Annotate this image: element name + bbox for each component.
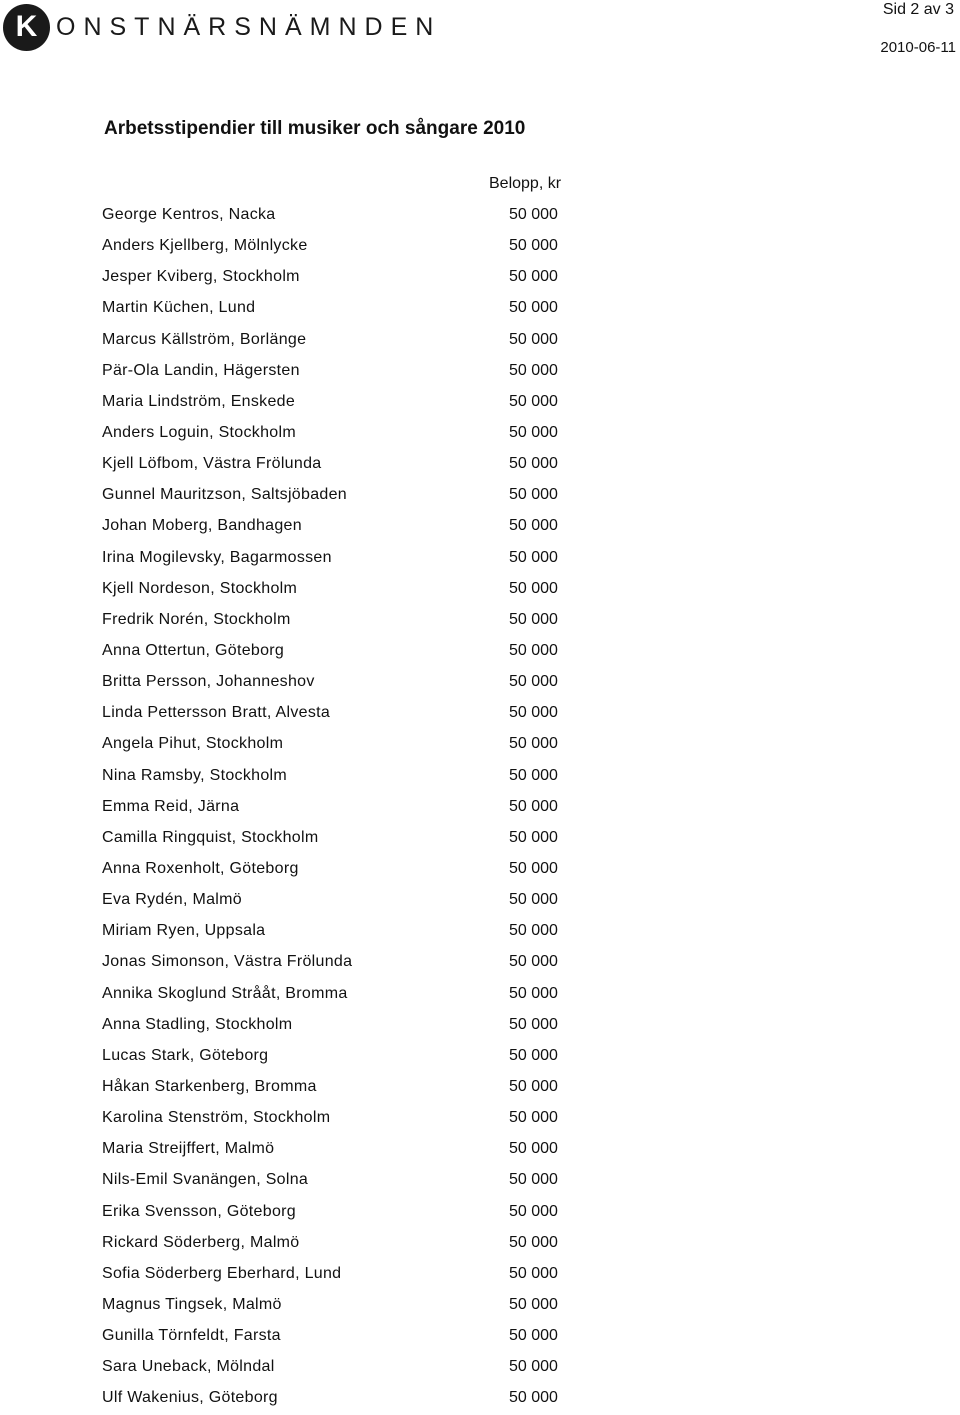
recipient-name: Ulf Wakenius, Göteborg [102, 1389, 278, 1407]
recipient-name: Maria Lindström, Enskede [102, 392, 296, 410]
table-row [0, 1104, 960, 1135]
recipient-name: Nina Ramsby, Stockholm [102, 766, 288, 784]
table-row [0, 1198, 960, 1229]
table-row [0, 1135, 960, 1166]
table-row [0, 388, 960, 419]
recipient-amount: 50 000 [509, 1015, 558, 1033]
recipient-name: Rickard Söderberg, Malmö [102, 1233, 300, 1251]
recipient-name: Johan Moberg, Bandhagen [102, 517, 302, 535]
table-row [0, 1229, 960, 1260]
recipient-name: Anders Kjellberg, Mölnlycke [102, 237, 308, 255]
recipient-name: Emma Reid, Järna [102, 797, 240, 815]
recipient-name: Angela Pihut, Stockholm [102, 735, 284, 753]
table-row [0, 980, 960, 1011]
table-row [0, 824, 960, 855]
table-row [0, 948, 960, 979]
recipient-amount: 50 000 [509, 299, 558, 317]
recipient-name: Annika Skoglund Strååt, Bromma [102, 984, 348, 1002]
recipient-amount: 50 000 [509, 1109, 558, 1127]
recipient-amount: 50 000 [509, 268, 558, 286]
recipient-amount: 50 000 [509, 1233, 558, 1251]
recipient-amount: 50 000 [509, 517, 558, 535]
recipient-name: Kjell Löfbom, Västra Frölunda [102, 455, 322, 473]
table-row [0, 793, 960, 824]
recipient-amount: 50 000 [509, 330, 558, 348]
recipient-name: Håkan Starkenberg, Bromma [102, 1077, 317, 1095]
table-row [0, 450, 960, 481]
recipient-amount: 50 000 [509, 1171, 558, 1189]
table-row [0, 357, 960, 388]
recipient-amount: 50 000 [509, 237, 558, 255]
recipient-amount: 50 000 [509, 423, 558, 441]
recipient-amount: 50 000 [509, 1202, 558, 1220]
document-title: Arbetsstipendier till musiker och sångare 2010 [104, 118, 526, 139]
table-row [0, 1384, 960, 1415]
recipient-amount: 50 000 [509, 392, 558, 410]
table-row [0, 730, 960, 761]
recipient-name: Sofia Söderberg Eberhard, Lund [102, 1264, 342, 1282]
stipend-list [0, 201, 960, 1415]
table-row [0, 294, 960, 325]
table-row [0, 637, 960, 668]
recipient-name: Irina Mogilevsky, Bagarmossen [102, 548, 332, 566]
table-row [0, 1042, 960, 1073]
table-row [0, 917, 960, 948]
table-row [0, 855, 960, 886]
recipient-name: Camilla Ringquist, Stockholm [102, 828, 319, 846]
recipient-name: Kjell Nordeson, Stockholm [102, 579, 298, 597]
recipient-name: Karolina Stenström, Stockholm [102, 1109, 331, 1127]
table-row [0, 668, 960, 699]
recipient-amount: 50 000 [509, 953, 558, 971]
recipient-amount: 50 000 [509, 641, 558, 659]
table-row [0, 1166, 960, 1197]
recipient-name: Sara Uneback, Mölndal [102, 1358, 275, 1376]
recipient-amount: 50 000 [509, 1327, 558, 1345]
table-row [0, 575, 960, 606]
logo-wordmark: ONSTNÄRSNÄMNDEN [56, 12, 442, 41]
recipient-amount: 50 000 [509, 704, 558, 722]
table-row [0, 326, 960, 357]
recipient-amount: 50 000 [509, 1295, 558, 1313]
recipient-name: Anna Stadling, Stockholm [102, 1015, 293, 1033]
recipient-amount: 50 000 [509, 1140, 558, 1158]
recipient-amount: 50 000 [509, 797, 558, 815]
recipient-name: Nils-Emil Svanängen, Solna [102, 1171, 309, 1189]
recipient-name: Eva Rydén, Malmö [102, 891, 242, 909]
recipient-name: Maria Streijffert, Malmö [102, 1140, 275, 1158]
recipient-name: Gunilla Törnfeldt, Farsta [102, 1327, 281, 1345]
recipient-name: Jesper Kviberg, Stockholm [102, 268, 300, 286]
table-row [0, 1291, 960, 1322]
recipient-name: Marcus Källström, Borlänge [102, 330, 307, 348]
recipient-name: Jonas Simonson, Västra Frölunda [102, 953, 353, 971]
recipient-amount: 50 000 [509, 1264, 558, 1282]
recipient-amount: 50 000 [509, 579, 558, 597]
recipient-amount: 50 000 [509, 922, 558, 940]
recipient-name: Fredrik Norén, Stockholm [102, 610, 291, 628]
amount-column-header: Belopp, kr [489, 175, 562, 192]
recipient-amount: 50 000 [509, 735, 558, 753]
recipient-name: Martin Küchen, Lund [102, 299, 256, 317]
recipient-name: Anna Roxenholt, Göteborg [102, 859, 299, 877]
table-row [0, 201, 960, 232]
recipient-name: Magnus Tingsek, Malmö [102, 1295, 282, 1313]
recipient-amount: 50 000 [509, 1077, 558, 1095]
recipient-name: Linda Pettersson Bratt, Alvesta [102, 704, 331, 722]
recipient-name: Anna Ottertun, Göteborg [102, 641, 285, 659]
table-row [0, 606, 960, 637]
logo-letter: K [15, 10, 38, 43]
table-row [0, 699, 960, 730]
table-row [0, 1260, 960, 1291]
recipient-amount: 50 000 [509, 455, 558, 473]
document-date: 2010-06-11 [880, 39, 956, 56]
recipient-amount: 50 000 [509, 206, 558, 223]
recipient-name: Lucas Stark, Göteborg [102, 1046, 269, 1064]
recipient-amount: 50 000 [509, 1358, 558, 1376]
recipient-name: Pär-Ola Landin, Hägersten [102, 361, 300, 379]
table-row [0, 886, 960, 917]
recipient-name: Britta Persson, Johanneshov [102, 673, 315, 691]
table-row [0, 512, 960, 543]
recipient-name: Erika Svensson, Göteborg [102, 1202, 296, 1220]
table-row [0, 762, 960, 793]
recipient-amount: 50 000 [509, 766, 558, 784]
recipient-amount: 50 000 [509, 548, 558, 566]
recipient-amount: 50 000 [509, 486, 558, 504]
recipient-amount: 50 000 [509, 361, 558, 379]
table-row [0, 1322, 960, 1353]
table-row [0, 232, 960, 263]
table-row [0, 1073, 960, 1104]
logo-emblem [3, 4, 50, 51]
recipient-amount: 50 000 [509, 828, 558, 846]
recipient-name: Anders Loguin, Stockholm [102, 423, 296, 441]
table-row [0, 1353, 960, 1384]
recipient-amount: 50 000 [509, 1046, 558, 1064]
table-row [0, 263, 960, 294]
table-row [0, 481, 960, 512]
recipient-name: Gunnel Mauritzson, Saltsjöbaden [102, 486, 347, 504]
recipient-amount: 50 000 [509, 891, 558, 909]
recipient-amount: 50 000 [509, 859, 558, 877]
table-row [0, 1011, 960, 1042]
recipient-name: Miriam Ryen, Uppsala [102, 922, 266, 940]
recipient-amount: 50 000 [509, 984, 558, 1002]
table-row [0, 419, 960, 450]
recipient-name: George Kentros, Nacka [102, 206, 276, 223]
konstnarsnamnden-logo [3, 2, 441, 52]
page-number: Sid 2 av 3 [882, 1, 954, 18]
table-row [0, 544, 960, 575]
recipient-amount: 50 000 [509, 673, 558, 691]
recipient-amount: 50 000 [509, 1389, 558, 1407]
recipient-amount: 50 000 [509, 610, 558, 628]
